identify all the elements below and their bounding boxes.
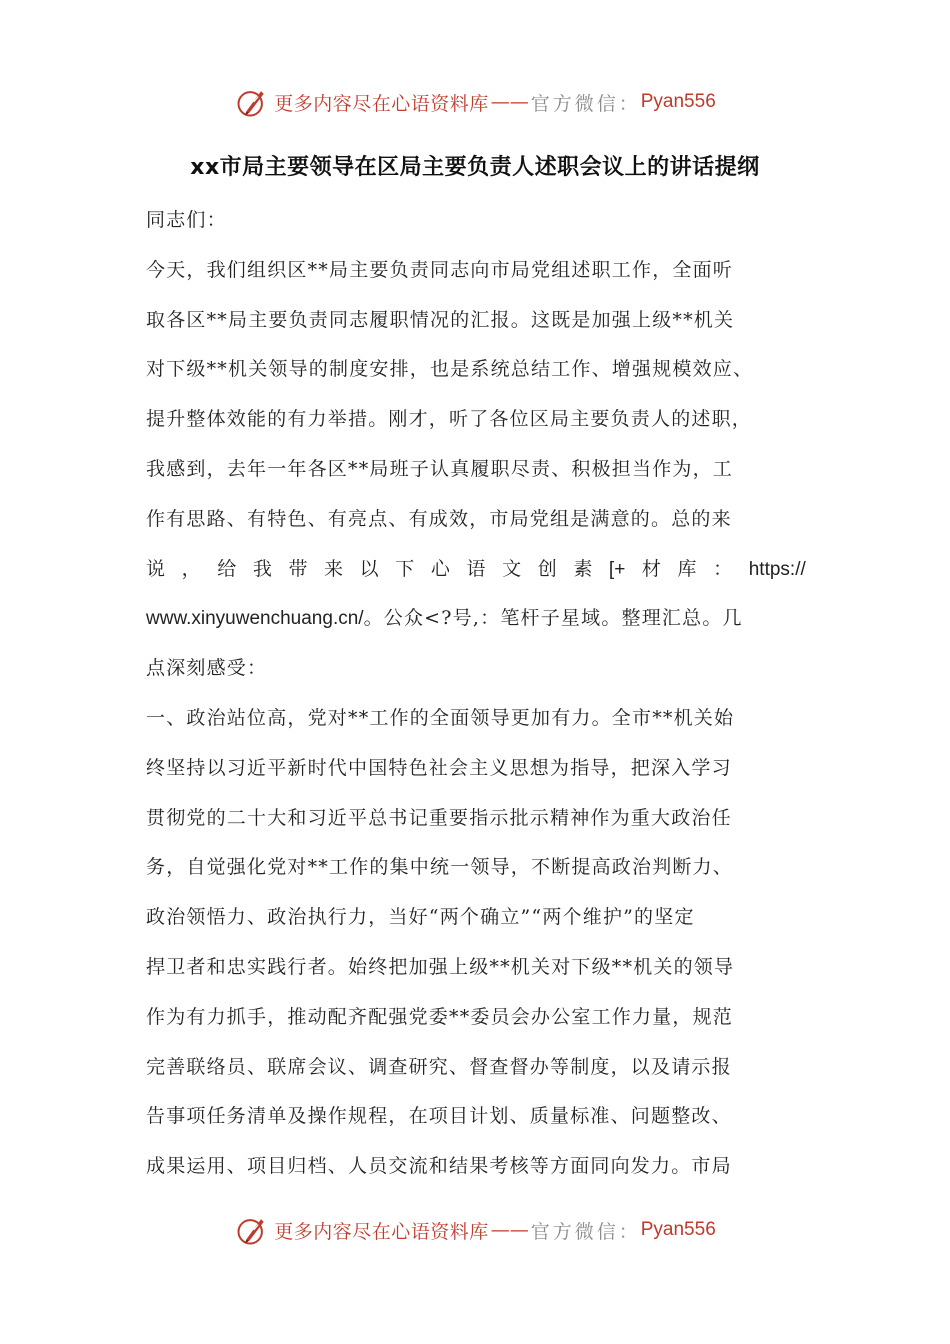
wechat-id: Pyan556: [640, 1219, 716, 1240]
footer-watermark-banner: [0, 1208, 950, 1252]
body-line: 告事项任务清单及操作规程，在项目计划、质量标准、问题整改、: [146, 1105, 732, 1128]
body-line: [146, 594, 806, 644]
wechat-label: 官方微信：: [530, 1220, 641, 1243]
body-line: 作为有力抓手，推动配齐配强党委**委员会办公室工作力量，规范: [146, 1005, 734, 1028]
body-line: 点深刻感受：: [146, 657, 268, 680]
body-line: 完善联络员、联席会议、调查研究、督查督办等制度，以及请示报: [146, 1055, 732, 1078]
justified-token: 文: [502, 557, 522, 580]
body-line: 捍卫者和忠实践行者。始终把加强上级**机关对下级**机关的领导: [146, 955, 735, 978]
body-line: 务，自觉强化党对**工作的集中统一领导，不断提高政治判断力、: [146, 856, 734, 879]
header-watermark-banner: [0, 80, 950, 124]
body-line: 对下级**机关领导的制度安排，也是系统总结工作、增强规模效应、: [146, 358, 754, 381]
body-line: 一、政治站位高，党对**工作的全面领导更加有力。全市**机关始: [146, 706, 735, 729]
justified-token: 带: [288, 557, 308, 580]
justified-token: 给: [217, 557, 237, 580]
body-line: 政治领悟力、政治执行力，当好“两个确立”“两个维护”的坚定: [146, 906, 695, 929]
body-line: 终坚持以习近平新时代中国特色社会主义思想为指导，把深入学习: [146, 756, 732, 779]
justified-token: ：: [713, 557, 733, 580]
brand-name: 更多内容尽在心语资料库: [274, 92, 489, 115]
body-line: 同志们：: [146, 209, 227, 231]
url-text: www.xinyuwenchuang.cn/: [146, 608, 364, 630]
justified-token: 来: [324, 557, 344, 580]
justified-token: 心: [430, 557, 450, 580]
brand-dash: ——: [490, 1219, 529, 1241]
body-line: 提升整体效能的有力举措。刚才，听了各位区局主要负责人的述职，: [146, 408, 753, 431]
body-line: 贯彻党的二十大和习近平总书记重要指示批示精神作为重大政治任: [146, 806, 732, 829]
justified-token: 创: [537, 557, 557, 580]
document-body: [146, 196, 806, 1192]
justified-token: 我: [252, 557, 272, 580]
body-line-justified: [146, 545, 806, 595]
quill-pen-logo-icon: [234, 84, 270, 120]
wechat-id: Pyan556: [640, 91, 716, 112]
document-title: xx市局主要领导在区局主要负责人述职会议上的讲话提纲: [190, 155, 760, 180]
justified-token: 说: [146, 557, 166, 580]
wechat-label: 官方微信：: [530, 92, 641, 115]
justified-token: [+: [608, 558, 626, 580]
justified-token: 库: [677, 557, 697, 580]
justified-token: ，: [181, 557, 201, 580]
body-line: 成果运用、项目归档、人员交流和结果考核等方面同向发力。市局: [146, 1155, 732, 1178]
brand-dash: ——: [490, 91, 529, 113]
brand-name: 更多内容尽在心语资料库: [274, 1220, 489, 1243]
body-line: 今天，我们组织区**局主要负责同志向市局党组述职工作，全面听: [146, 258, 734, 281]
url-line-suffix: 。公众<?号,：笔杆子星域。整理汇总。几: [363, 607, 743, 630]
justified-token: 以: [359, 557, 379, 580]
body-line: 取各区**局主要负责同志履职情况的汇报。这既是加强上级**机关: [146, 308, 735, 331]
quill-pen-logo-icon: [234, 1212, 270, 1248]
justified-token: 材: [641, 557, 661, 580]
body-line: 我感到，去年一年各区**局班子认真履职尽责、积极担当作为，工: [146, 457, 734, 480]
justified-token: 下: [395, 557, 415, 580]
justified-token: 素: [573, 557, 593, 580]
justified-token: 语: [466, 557, 486, 580]
body-line: 作有思路、有特色、有亮点、有成效，市局党组是满意的。总的来: [146, 507, 732, 530]
url-fragment: https://: [748, 558, 806, 580]
